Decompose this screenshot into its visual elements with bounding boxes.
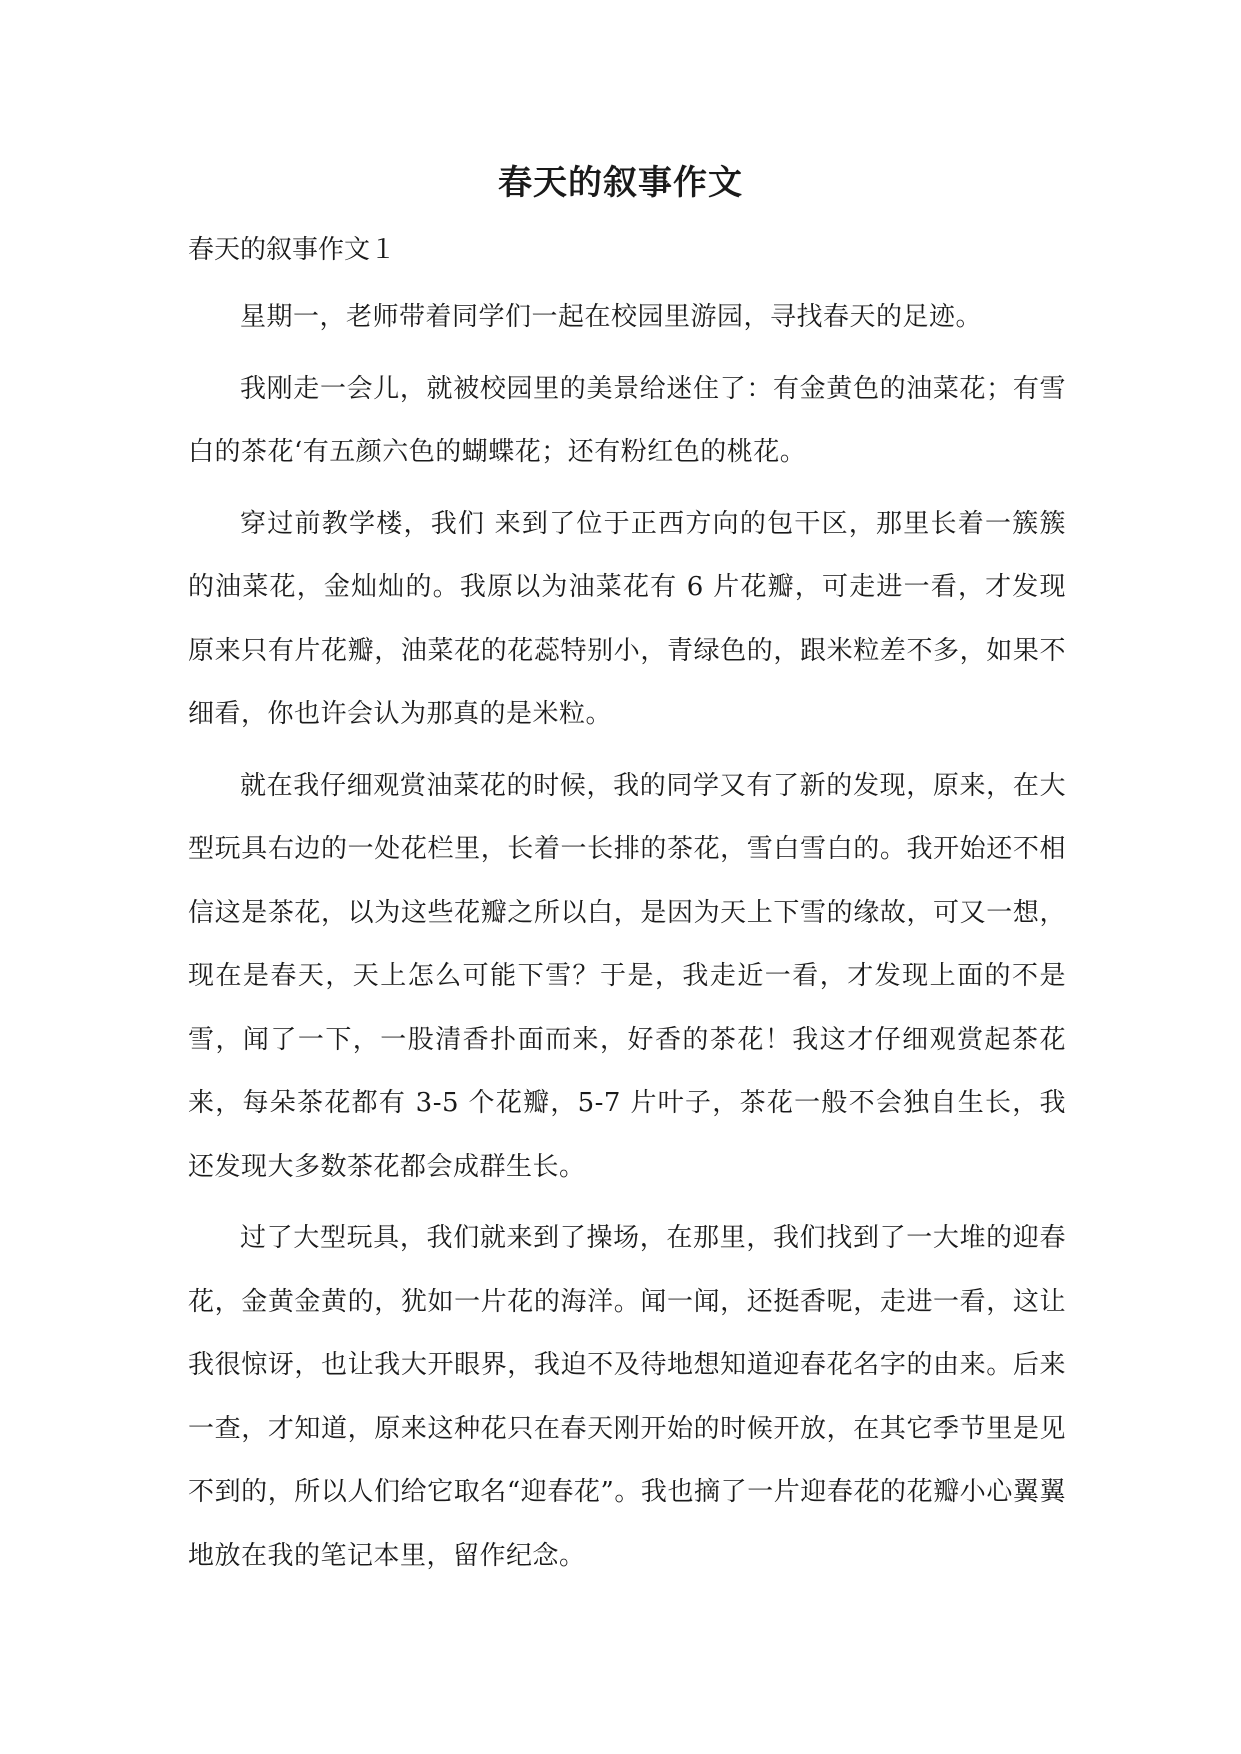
document-title: 春天的叙事作文 [498, 163, 743, 203]
document-subtitle: 春天的叙事作文１ [188, 235, 397, 265]
paragraph-3: 穿过前教学楼，我们 来到了位于正西方向的包干区，那里长着一簇簇的油菜花，金灿灿的。我原以为油菜花有 6 片花瓣，可走进一看，才发现原来只有片花瓣，油菜花的花蕊特别小，青绿色的，跟米粒差不多，如果不细看，你也许会认为那真的是米粒。 [188, 508, 1066, 729]
paragraph-1: 星期一，老师带着同学们一起在校园里游园，寻找春天的足迹。 [240, 302, 983, 332]
paragraph-2: 我刚走一会儿，就被校园里的美景给迷住了：有金黄色的油菜花；有雪白的茶花‘有五颜六色的蝴蝶花；还有粉红色的桃花。 [188, 373, 1066, 467]
document-body [188, 286, 1066, 1596]
paragraph-4: 就在我仔细观赏油菜花的时候，我的同学又有了新的发现，原来，在大型玩具右边的一处花栏里，长着一长排的茶花，雪白雪白的。我开始还不相信这是茶花，以为这些花瓣之所以白，是因为天上下雪的缘故，可又一想，现在是春天，天上怎么可能下雪？于是，我走近一看，才发现上面的不是雪，闻了一下，一股清香扑面而来，好香的茶花！我这才仔细观赏起茶花来，每朵茶花都有 3-5 个花瓣，5-7 片叶子，茶花一般不会独自生长，我还发现大多数茶花都会成群生长。 [188, 770, 1066, 1182]
paragraph-5: 过了大型玩具，我们就来到了操场，在那里，我们找到了一大堆的迎春花，金黄金黄的，犹如一片花的海洋。闻一闻，还挺香呢，走进一看，这让我很惊讶，也让我大开眼界，我迫不及待地想知道迎春花名字的由来。后来一查，才知道，原来这种花只在春天刚开始的时候开放，在其它季节里是见不到的，所以人们给它取名“迎春花”。我也摘了一片迎春花的花瓣小心翼翼地放在我的笔记本里，留作纪念。 [188, 1223, 1066, 1571]
